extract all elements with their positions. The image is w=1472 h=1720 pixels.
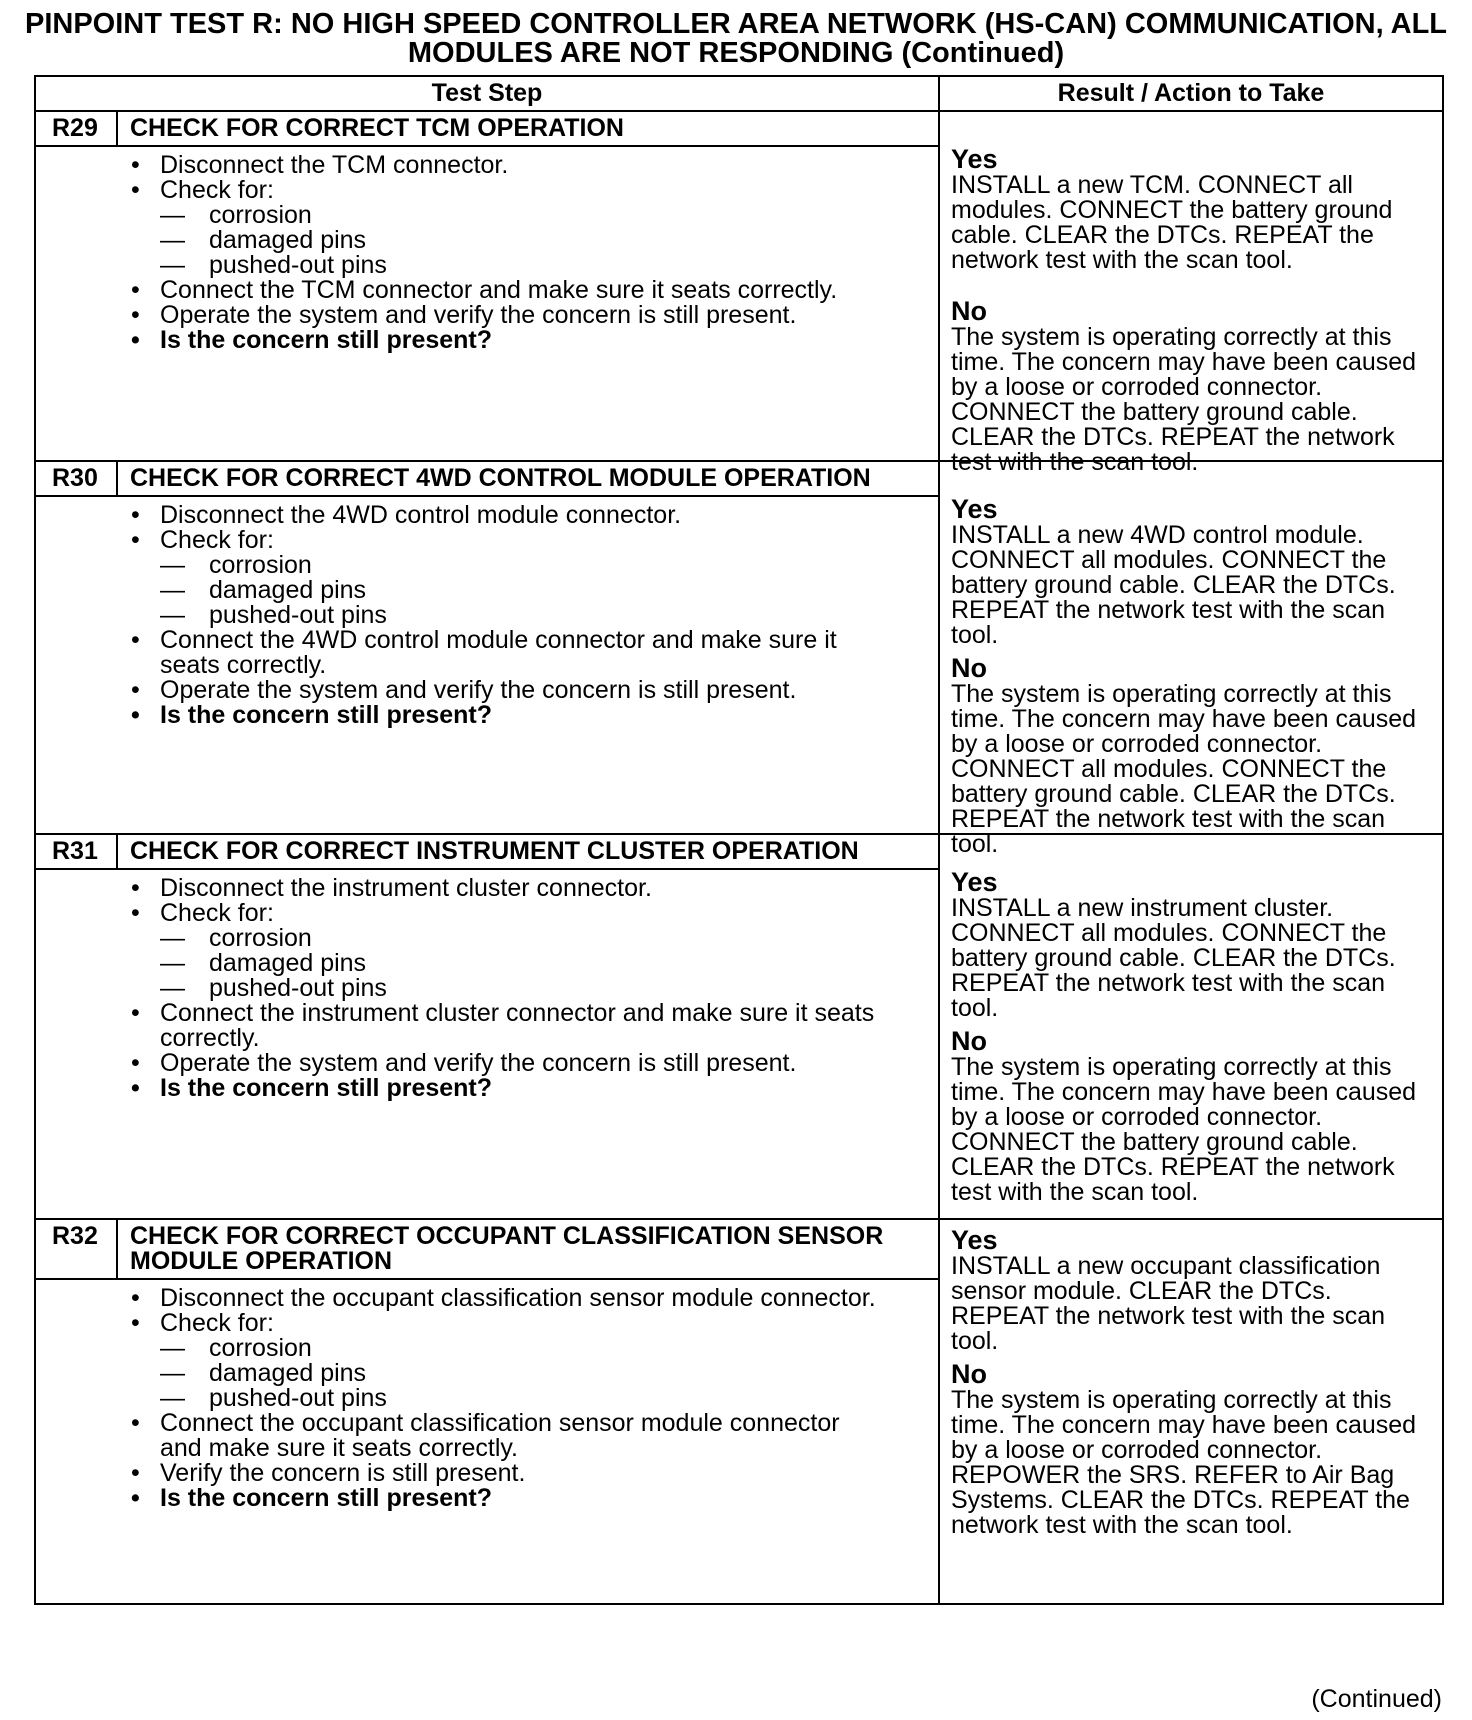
step-id: R31 <box>36 835 118 868</box>
list-item: • Verify the concern is still present. <box>128 1461 938 1486</box>
table-row-r31 <box>36 835 1442 1220</box>
yes-action: INSTALL a new occupant classification sensor module. CLEAR the DTCs. REPEAT the network test with the scan tool. <box>951 1252 1385 1355</box>
no-label: No <box>951 1026 987 1056</box>
step-header <box>36 462 938 497</box>
list-item: • Connect the TCM connector and make sure it seats correctly. <box>128 278 938 303</box>
sub-item-label: pushed-out pins <box>209 601 387 629</box>
no-action: The system is operating correctly at this time. The concern may have been caused by a loose or corroded connector. CONNECT all modules. CONNECT the battery ground cable. CLEAR the DTCs. REPEAT the network test with the scan tool. <box>951 680 1417 858</box>
no-label: No <box>951 1359 987 1389</box>
page-title <box>0 10 1472 68</box>
list-item: • Connect the instrument cluster connector and make sure it seats correctly. <box>128 1001 938 1051</box>
sub-item-label: corrosion <box>209 201 312 229</box>
dash-icon: — <box>160 949 185 977</box>
list-item: • Operate the system and verify the concern is still present. <box>128 678 938 703</box>
step-id: R30 <box>36 462 118 495</box>
header-test-step: Test Step <box>36 77 940 110</box>
test-step-cell <box>36 835 940 1218</box>
list-item: • Connect the occupant classification sensor module connector and make sure it seats correctly. <box>128 1411 938 1461</box>
step-body <box>36 870 938 1101</box>
list-item: • Check for: <box>128 528 938 553</box>
yes-action: INSTALL a new TCM. CONNECT all modules. CONNECT the battery ground cable. CLEAR the DTCs. REPEAT the network test with the scan tool. <box>951 171 1393 274</box>
no-label: No <box>951 296 987 326</box>
list-item-question: • Is the concern still present? <box>128 1486 938 1511</box>
sub-item <box>128 1336 938 1361</box>
list-item: • Disconnect the TCM connector. <box>128 153 938 178</box>
sub-item <box>128 1361 938 1386</box>
step-title: CHECK FOR CORRECT 4WD CONTROL MODULE OPERATION <box>130 464 871 492</box>
table-row-r32 <box>36 1220 1442 1603</box>
title-line-2: MODULES ARE NOT RESPONDING (Continued) <box>407 37 1065 69</box>
sub-item <box>128 1386 938 1411</box>
sub-item-label: pushed-out pins <box>209 251 387 279</box>
header-result-action: Result / Action to Take <box>1057 79 1325 107</box>
list-item-question: • Is the concern still present? <box>128 328 938 353</box>
dash-icon: — <box>160 601 185 629</box>
dash-icon: — <box>160 226 185 254</box>
dash-icon: — <box>160 924 185 952</box>
sub-item <box>128 553 938 578</box>
no-action: The system is operating correctly at this time. The concern may have been caused by a loose or corroded connector. CONNECT the battery ground cable. CLEAR the DTCs. REPEAT the network test with the scan tool. <box>951 1053 1417 1206</box>
result-cell <box>940 112 1442 476</box>
list-item: • Check for: <box>128 178 938 203</box>
list-item: • Check for: <box>128 901 938 926</box>
step-body <box>36 147 938 353</box>
sub-item-label: damaged pins <box>209 226 367 254</box>
sub-item <box>128 228 938 253</box>
sub-item <box>128 203 938 228</box>
dash-icon: — <box>160 1334 185 1362</box>
yes-label: Yes <box>951 494 998 524</box>
no-action: The system is operating correctly at this time. The concern may have been caused by a loose or corroded connector. CONNECT the battery ground cable. CLEAR the DTCs. REPEAT the network test with the scan tool. <box>951 323 1417 476</box>
sub-item <box>128 253 938 278</box>
sub-item-label: damaged pins <box>209 576 367 604</box>
sub-item <box>128 951 938 976</box>
list-item: • Connect the 4WD control module connector and make sure it seats correctly. <box>128 628 938 678</box>
list-item: • Disconnect the 4WD control module connector. <box>128 503 938 528</box>
no-action: The system is operating correctly at this time. The concern may have been caused by a loose or corroded connector. REPOWER the SRS. REFER to Air Bag Systems. CLEAR the DTCs. REPEAT the network test with the scan tool. <box>951 1386 1417 1539</box>
step-header <box>36 1220 938 1280</box>
dash-icon: — <box>160 251 185 279</box>
table-row-r29 <box>36 112 1442 476</box>
sub-item <box>128 926 938 951</box>
sub-item-label: corrosion <box>209 551 312 579</box>
step-body <box>36 1280 938 1511</box>
sub-item <box>128 976 938 1001</box>
step-body <box>36 497 938 728</box>
list-item: • Disconnect the occupant classification sensor module connector. <box>128 1286 938 1311</box>
sub-item-label: corrosion <box>209 924 312 952</box>
list-item-question: • Is the concern still present? <box>128 1076 938 1101</box>
step-id: R29 <box>36 112 118 145</box>
step-id: R32 <box>36 1220 118 1278</box>
sub-item-label: damaged pins <box>209 1359 367 1387</box>
yes-label: Yes <box>951 144 998 174</box>
sub-item <box>128 578 938 603</box>
dash-icon: — <box>160 1359 185 1387</box>
result-cell <box>940 462 1442 858</box>
test-step-cell <box>36 462 940 833</box>
dash-icon: — <box>160 1384 185 1412</box>
test-step-cell <box>36 1220 940 1603</box>
no-label: No <box>951 653 987 683</box>
yes-action: INSTALL a new instrument cluster. CONNECT all modules. CONNECT the battery ground cable. CLEAR the DTCs. REPEAT the network test with the scan tool. <box>951 894 1396 1022</box>
step-header <box>36 112 938 147</box>
yes-action: INSTALL a new 4WD control module. CONNECT all modules. CONNECT the battery ground cable. CLEAR the DTCs. REPEAT the network test with the scan tool. <box>951 521 1396 649</box>
sub-item-label: pushed-out pins <box>209 1384 387 1412</box>
list-item: • Disconnect the instrument cluster connector. <box>128 876 938 901</box>
dash-icon: — <box>160 974 185 1002</box>
sub-item-label: damaged pins <box>209 949 367 977</box>
sub-item <box>128 603 938 628</box>
dash-icon: — <box>160 201 185 229</box>
sub-item-label: corrosion <box>209 1334 312 1362</box>
step-title: CHECK FOR CORRECT OCCUPANT CLASSIFICATION SENSOR MODULE OPERATION <box>130 1222 884 1275</box>
list-item: • Operate the system and verify the concern is still present. <box>128 303 938 328</box>
title-line-1: PINPOINT TEST R: NO HIGH SPEED CONTROLLER AREA NETWORK (HS-CAN) COMMUNICATION, ALL <box>24 8 1448 40</box>
list-item: • Check for: <box>128 1311 938 1336</box>
result-cell <box>940 835 1442 1218</box>
list-item: • Operate the system and verify the concern is still present. <box>128 1051 938 1076</box>
pinpoint-test-table <box>34 75 1444 1605</box>
yes-label: Yes <box>951 867 998 897</box>
continued-note: (Continued) <box>1311 1685 1442 1713</box>
test-step-cell <box>36 112 940 460</box>
dash-icon: — <box>160 576 185 604</box>
list-item-question: • Is the concern still present? <box>128 703 938 728</box>
table-header <box>36 77 1442 112</box>
step-header <box>36 835 938 870</box>
result-cell <box>940 1220 1442 1603</box>
step-title: CHECK FOR CORRECT INSTRUMENT CLUSTER OPERATION <box>130 837 859 865</box>
dash-icon: — <box>160 551 185 579</box>
step-title: CHECK FOR CORRECT TCM OPERATION <box>130 114 624 142</box>
yes-label: Yes <box>951 1225 998 1255</box>
sub-item-label: pushed-out pins <box>209 974 387 1002</box>
